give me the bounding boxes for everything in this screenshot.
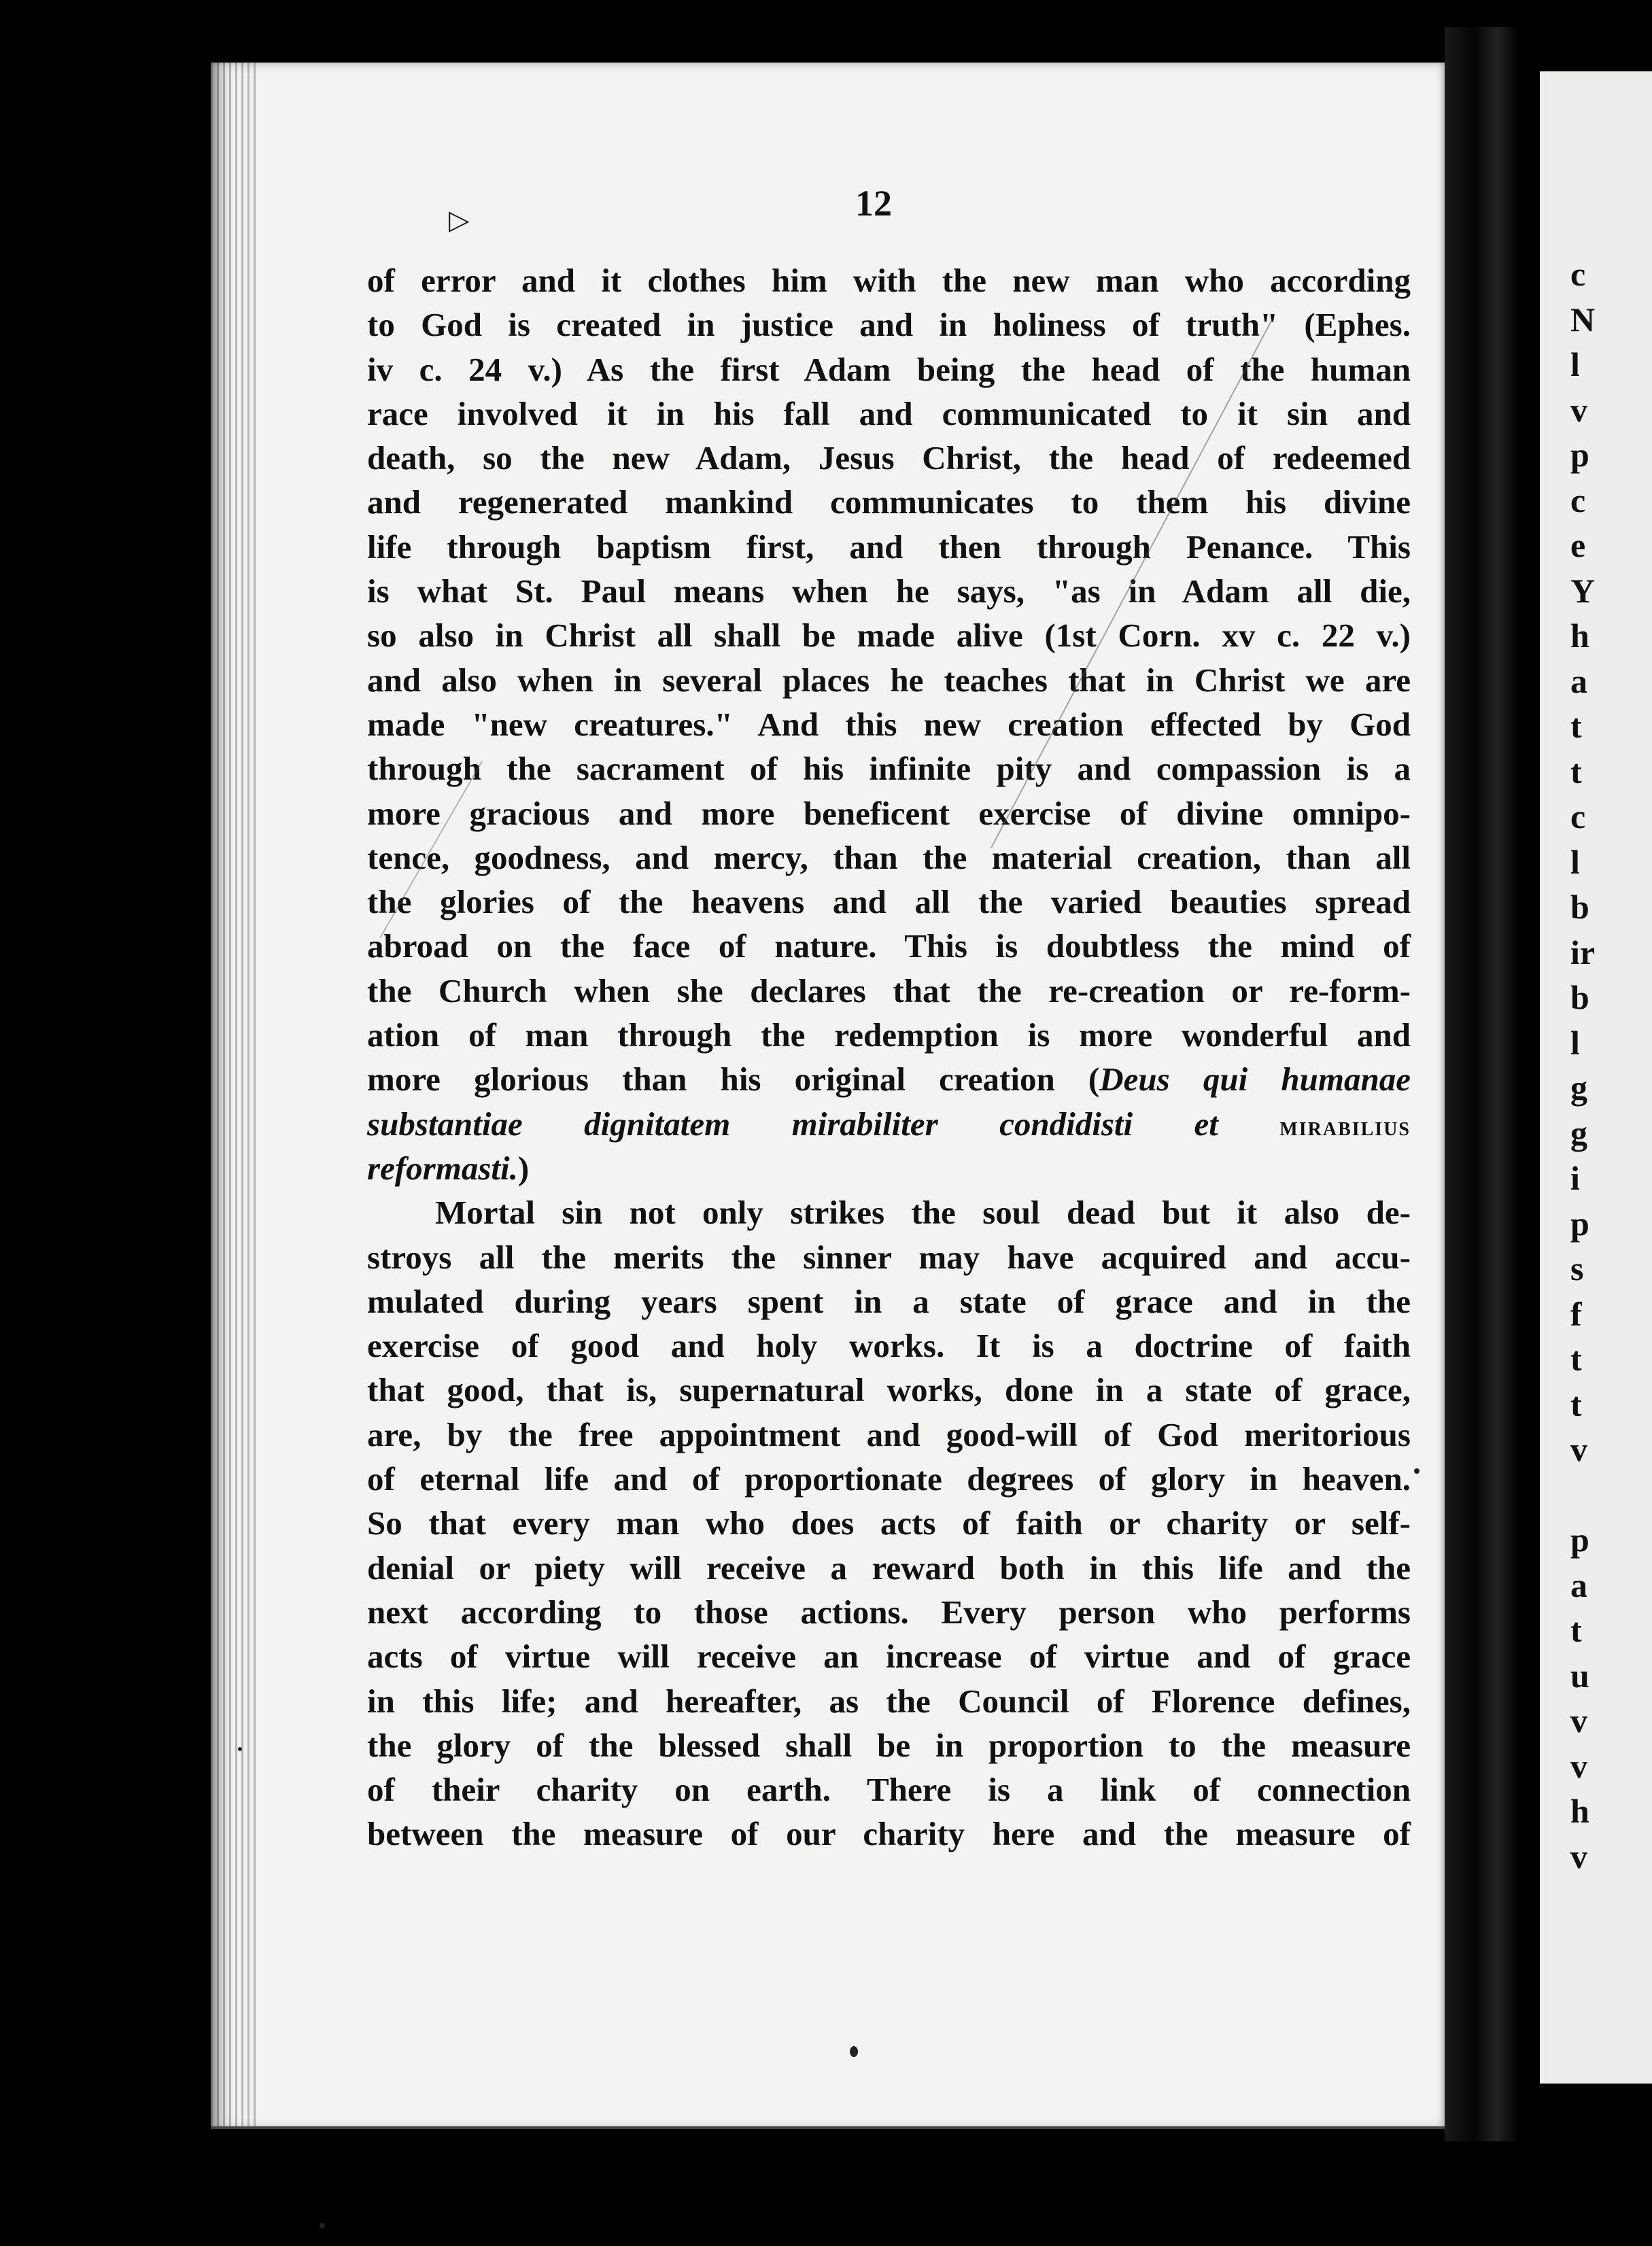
facing-letter: l [1570, 1023, 1580, 1062]
scan-speck [238, 1747, 242, 1751]
facing-letter: l [1570, 345, 1580, 383]
latin-phrase: reformasti. [367, 1149, 518, 1187]
facing-letter: e [1570, 526, 1586, 564]
text-line: abroad on the face of nature. This is doubtless the mind of [367, 927, 1411, 965]
text-line [367, 1146, 1411, 1190]
facing-letter: N [1570, 300, 1596, 339]
text-line: denial or piety will receive a reward both in this life and the [367, 1549, 1411, 1587]
text-line: more gracious and more beneficent exercise of divine omnipo- [367, 794, 1411, 832]
text-line: the glory of the blessed shall be in proportion to the measure [367, 1726, 1411, 1764]
facing-letter: f [1570, 1294, 1582, 1333]
paragraph-2 [367, 1190, 1411, 1856]
facing-page-text [1570, 252, 1652, 1879]
facing-letter: v [1570, 1837, 1587, 1876]
facing-letter: v [1570, 1701, 1587, 1740]
text-line: So that every man who does acts of faith or charity or self- [367, 1504, 1411, 1542]
gutter-shadow [211, 63, 258, 2129]
ink-blot [153, 673, 177, 722]
text-line [367, 1102, 1411, 1146]
facing-letter: v [1570, 390, 1587, 429]
book-binding [1445, 27, 1519, 2141]
scan-speck [850, 2046, 858, 2057]
closing-paren: ) [517, 1149, 530, 1187]
text-line: Mortal sin not only strikes the soul dead but it also de- [435, 1194, 1411, 1232]
paragraph-1 [367, 258, 1411, 1057]
facing-letter: t [1570, 1611, 1582, 1649]
latin-lead-in: more glorious than his original creation ( [367, 1060, 1100, 1099]
facing-letter: p [1570, 436, 1589, 474]
facing-letter: h [1570, 1792, 1589, 1830]
text-line: race involved it in his fall and communicated to it sin and [367, 394, 1411, 432]
text-line: mulated during years spent in a state of grace and in the [367, 1282, 1411, 1320]
facing-letter: p [1570, 1204, 1589, 1243]
text-line: exercise of good and holy works. It is a doctrine of faith [367, 1327, 1411, 1365]
latin-phrase: substantiae dignitatem mirabiliter condidisti et [367, 1105, 1218, 1143]
text-line: of their charity on earth. There is a link of connection [367, 1771, 1411, 1809]
facing-letter: a [1570, 661, 1587, 700]
facing-letter: c [1570, 481, 1586, 519]
facing-letter: ir [1570, 933, 1596, 971]
text-line: iv c. 24 v.) As the first Adam being the head of the human [367, 350, 1411, 388]
facing-letter: s [1570, 1249, 1584, 1288]
text-line: in this life; and hereafter, as the Council of Florence defines, [367, 1682, 1411, 1720]
text-line: the glories of the heavens and all the varied beauties spread [367, 883, 1411, 921]
page-mark: ▷ [449, 205, 470, 235]
facing-letter: b [1570, 978, 1589, 1016]
facing-letter: t [1570, 707, 1582, 745]
text-line: stroys all the merits the sinner may have acquired and accu- [367, 1238, 1411, 1276]
facing-letter: t [1570, 1340, 1582, 1378]
text-line: tence, goodness, and mercy, than the material creation, than all [367, 838, 1411, 876]
text-line: and regenerated mankind communicates to them his divine [367, 483, 1411, 521]
text-line: life through baptism first, and then through Penance. This [367, 528, 1411, 566]
text-line: are, by the free appointment and good-will of God meritorious [367, 1415, 1411, 1453]
text-line: the Church when she declares that the re-creation or re-form- [367, 971, 1411, 1009]
text-line: made "new creatures." And this new creation effected by God [367, 705, 1411, 743]
facing-letter: u [1570, 1656, 1589, 1695]
text-line: of eternal life and of proportionate degrees of glory in heaven. [367, 1460, 1411, 1498]
text-line: to God is created in justice and in holiness of truth" (Ephes. [367, 306, 1411, 344]
text-line: between the measure of our charity here and the measure of [367, 1815, 1411, 1853]
text-line: and also when in several places he teaches that in Christ we are [367, 661, 1411, 699]
facing-letter: v [1570, 1746, 1587, 1785]
facing-letter: t [1570, 752, 1582, 791]
text-line: through the sacrament of his infinite pity and compassion is a [367, 750, 1411, 788]
facing-letter: g [1570, 1113, 1587, 1152]
text-line: acts of virtue will receive an increase of virtue and of grace [367, 1638, 1411, 1676]
text-line [367, 1057, 1411, 1101]
scan-speck [320, 2223, 325, 2228]
facing-letter: a [1570, 1566, 1587, 1604]
latin-phrase: Deus qui humanae [1099, 1060, 1411, 1099]
text-line: death, so the new Adam, Jesus Christ, the head of redeemed [367, 439, 1411, 477]
facing-letter: g [1570, 1069, 1587, 1107]
facing-letter: i [1570, 1159, 1580, 1197]
facing-letter: c [1570, 797, 1586, 835]
facing-letter: t [1570, 1385, 1582, 1423]
page-bottom-edge [211, 2126, 1445, 2129]
facing-letter: b [1570, 888, 1589, 926]
text-line: so also in Christ all shall be made alive (1st Corn. xv c. 22 v.) [367, 617, 1411, 655]
facing-letter: v [1570, 1430, 1587, 1468]
facing-letter: h [1570, 617, 1589, 655]
text-line: of error and it clothes him with the new man who according [367, 262, 1411, 299]
facing-letter [1570, 1472, 1652, 1518]
latin-capitals: mirabilius [1279, 1110, 1411, 1141]
page-number: 12 [855, 183, 892, 224]
facing-letter: l [1570, 842, 1580, 881]
facing-letter: c [1570, 255, 1586, 293]
body-text [367, 258, 1411, 1856]
text-line: ation of man through the redemption is more wonderful and [367, 1016, 1411, 1054]
text-line: that good, that is, supernatural works, done in a state of grace, [367, 1371, 1411, 1409]
facing-letter: Y [1570, 571, 1596, 610]
text-line: next according to those actions. Every person who performs [367, 1593, 1411, 1631]
facing-letter: p [1570, 1521, 1589, 1559]
scan-speck [1414, 1468, 1419, 1474]
text-line: is what St. Paul means when he says, "as in Adam all die, [367, 572, 1411, 610]
